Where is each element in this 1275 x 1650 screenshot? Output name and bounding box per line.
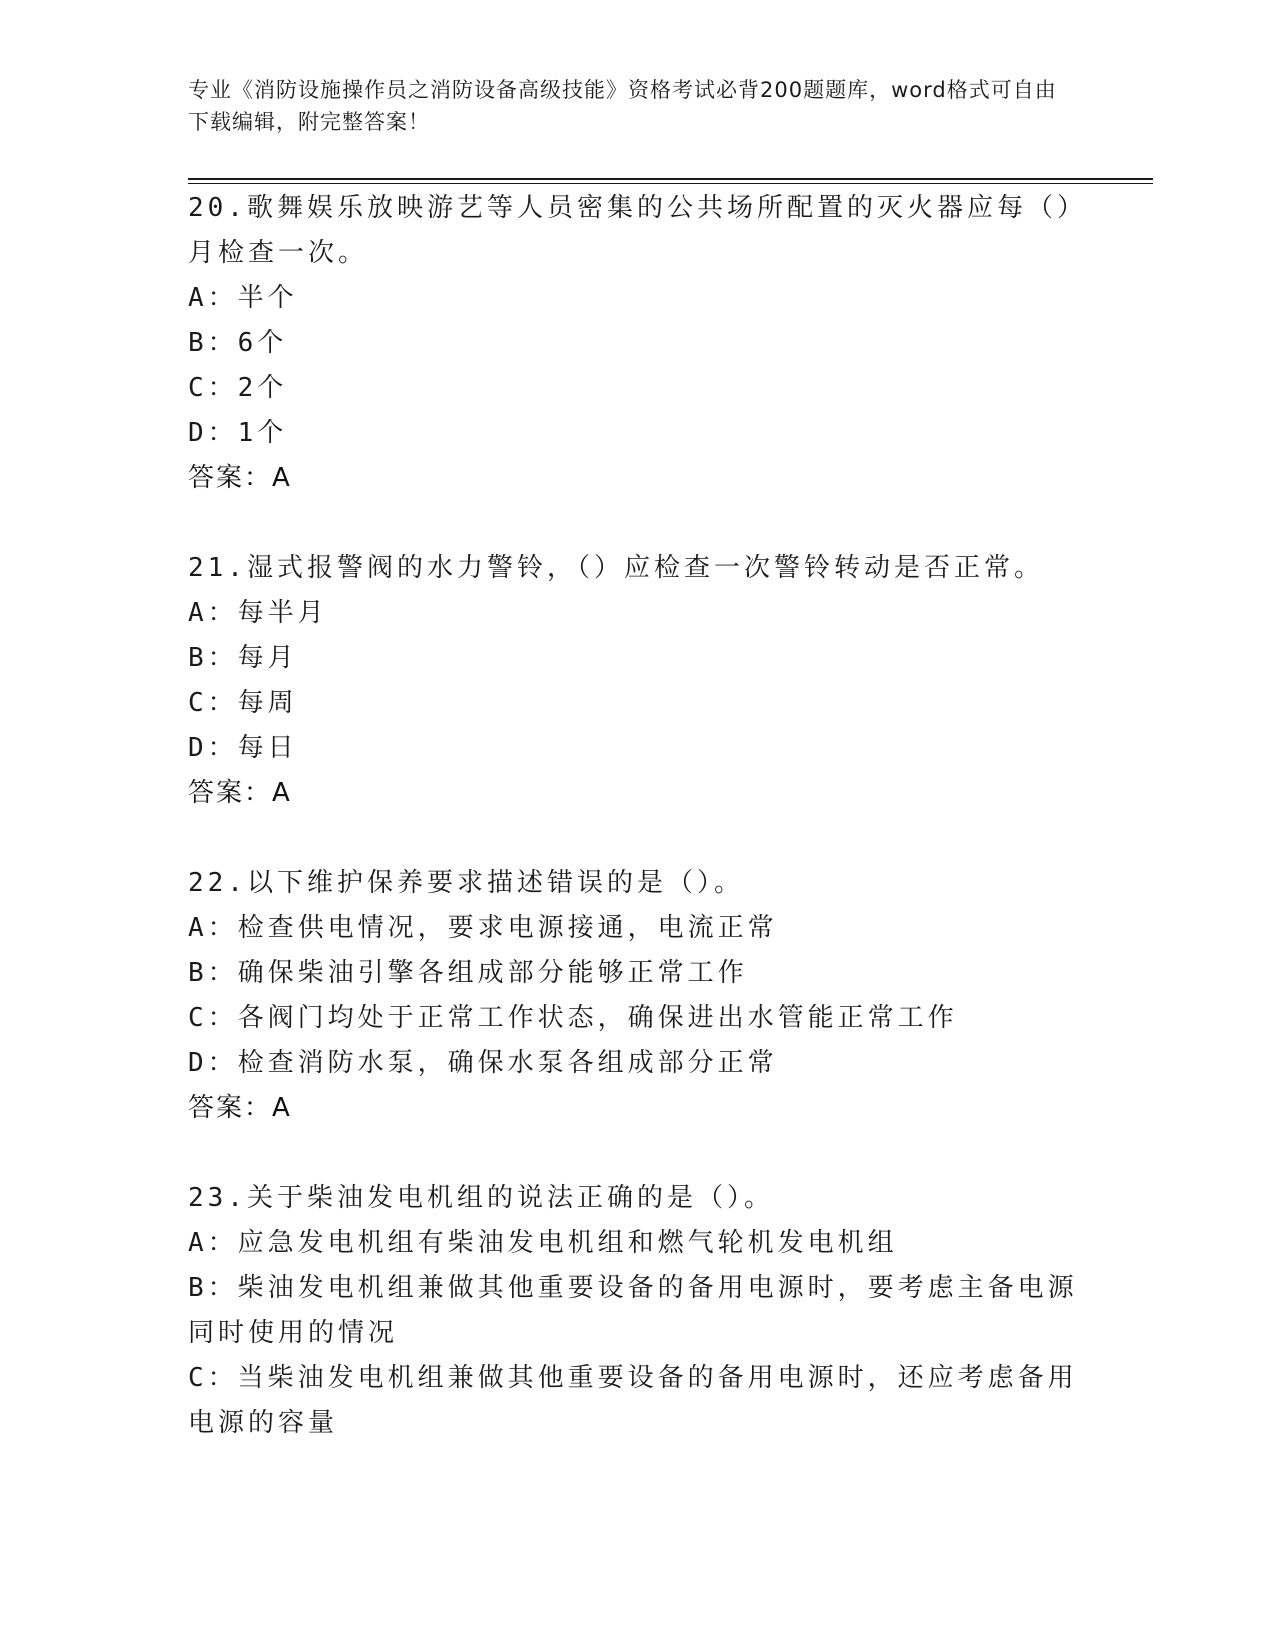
- question-list: [188, 186, 1088, 1446]
- option-a: A：应急发电机组有柴油发电机组和燃气轮机发电机组: [188, 1228, 898, 1258]
- option-d: D：每日: [188, 733, 298, 763]
- spacer: [188, 1131, 1088, 1176]
- option-c: C：2个: [188, 373, 288, 403]
- spacer: [188, 816, 1088, 861]
- question-20: [188, 186, 1088, 501]
- question-stem: 22.以下维护保养要求描述错误的是（）。: [188, 868, 744, 898]
- question-stem: 21.湿式报警阀的水力警铃，（）应检查一次警铃转动是否正常。: [188, 553, 1044, 583]
- option-c: C：当柴油发电机组兼做其他重要设备的备用电源时，还应考虑备用电源的容量: [188, 1363, 1078, 1438]
- document-header: 专业《消防设施操作员之消防设备高级技能》资格考试必背200题题库，word格式可自由下载编辑，附完整答案！: [188, 78, 1057, 134]
- option-b: B：确保柴油引擎各组成部分能够正常工作: [188, 958, 748, 988]
- answer: 答案：A: [188, 1093, 292, 1123]
- option-b: B：6个: [188, 328, 288, 358]
- option-c: C：每周: [188, 688, 298, 718]
- option-d: D：1个: [188, 418, 288, 448]
- question-21: [188, 546, 1088, 816]
- answer: 答案：A: [188, 778, 292, 808]
- option-c: C：各阀门均处于正常工作状态，确保进出水管能正常工作: [188, 1003, 958, 1033]
- option-a: A：每半月: [188, 598, 328, 628]
- question-22: [188, 861, 1088, 1131]
- answer: 答案：A: [188, 463, 292, 493]
- option-d: D：检查消防水泵，确保水泵各组成部分正常: [188, 1048, 778, 1078]
- header-rule-thin: [188, 183, 1153, 184]
- question-stem: 23.关于柴油发电机组的说法正确的是（）。: [188, 1183, 774, 1213]
- header-rule-thick: [188, 178, 1153, 180]
- spacer: [188, 501, 1088, 546]
- option-b: B：每月: [188, 643, 298, 673]
- question-stem: 20.歌舞娱乐放映游艺等人员密集的公共场所配置的灭火器应每（）月检查一次。: [188, 193, 1087, 268]
- question-23: [188, 1176, 1088, 1446]
- option-a: A：检查供电情况，要求电源接通，电流正常: [188, 913, 778, 943]
- option-a: A：半个: [188, 283, 298, 313]
- option-b: B：柴油发电机组兼做其他重要设备的备用电源时，要考虑主备电源同时使用的情况: [188, 1273, 1078, 1348]
